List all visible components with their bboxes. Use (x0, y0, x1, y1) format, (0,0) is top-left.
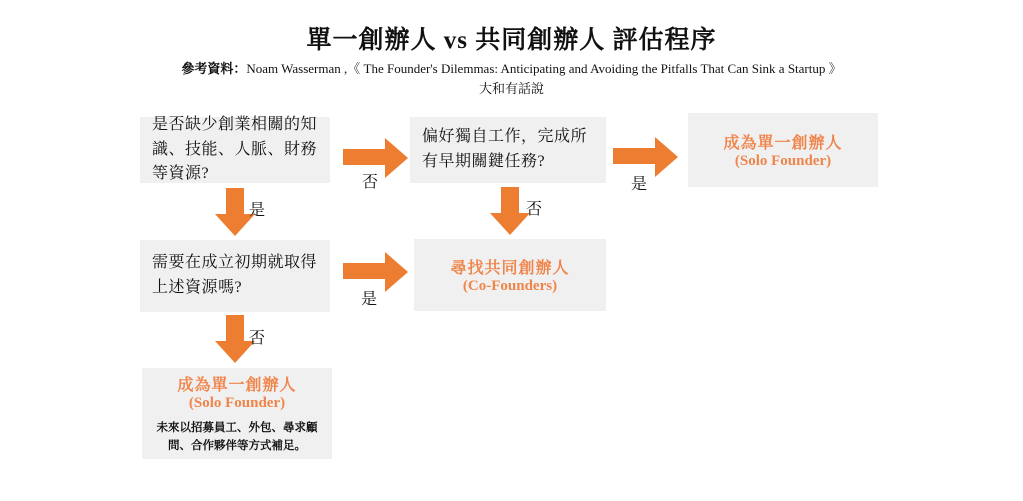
branch-label-no: 否 (362, 174, 380, 191)
question-box-need-resources-early (140, 240, 330, 312)
question-text: 是否缺少創業相關的知識、技能、人脈、財務等資源? (152, 115, 318, 183)
reference-label: 參考資料： (181, 61, 247, 76)
reference-text: Noam Wasserman ,《 The Founder's Dilemmas: Anticipating and Avoiding the Pitfalls That Can Sink a Startup 》 (246, 61, 842, 76)
result-box-solo-founder-bottom (142, 368, 332, 459)
question-text: 需要在成立初期就取得上述資源嗎? (152, 254, 318, 296)
question-box-prefer-working-alone (410, 117, 606, 183)
result-box-cofounders (414, 239, 606, 311)
branch-label-yes: 是 (631, 176, 649, 193)
result-subtitle: (Solo Founder) (734, 153, 832, 169)
result-box-solo-founder-top (688, 113, 878, 187)
question-box-resources-lacking (140, 117, 330, 183)
branch-label-yes: 是 (361, 291, 379, 308)
page-title: 單一創辦人 vs 共同創辦人 評估程序 (306, 27, 717, 54)
branch-label-no: 否 (526, 201, 544, 218)
result-note: 未來以招募員工、外包、尋求顧問、合作夥伴等方式補足。 (156, 422, 318, 452)
branch-label-yes: 是 (249, 202, 267, 219)
result-title: 成為單一創辦人 (723, 135, 843, 152)
result-title: 尋找共同創辦人 (450, 260, 570, 277)
result-title: 成為單一創辦人 (177, 377, 297, 395)
result-subtitle: (Solo Founder) (188, 395, 286, 412)
question-text: 偏好獨自工作，完成所有早期關鍵任務? (422, 128, 588, 170)
result-subtitle: (Co-Founders) (462, 278, 558, 294)
branch-label-no: 否 (249, 330, 267, 347)
reference-line (0, 58, 1023, 77)
credit-line: 大和有話說 (478, 81, 544, 96)
